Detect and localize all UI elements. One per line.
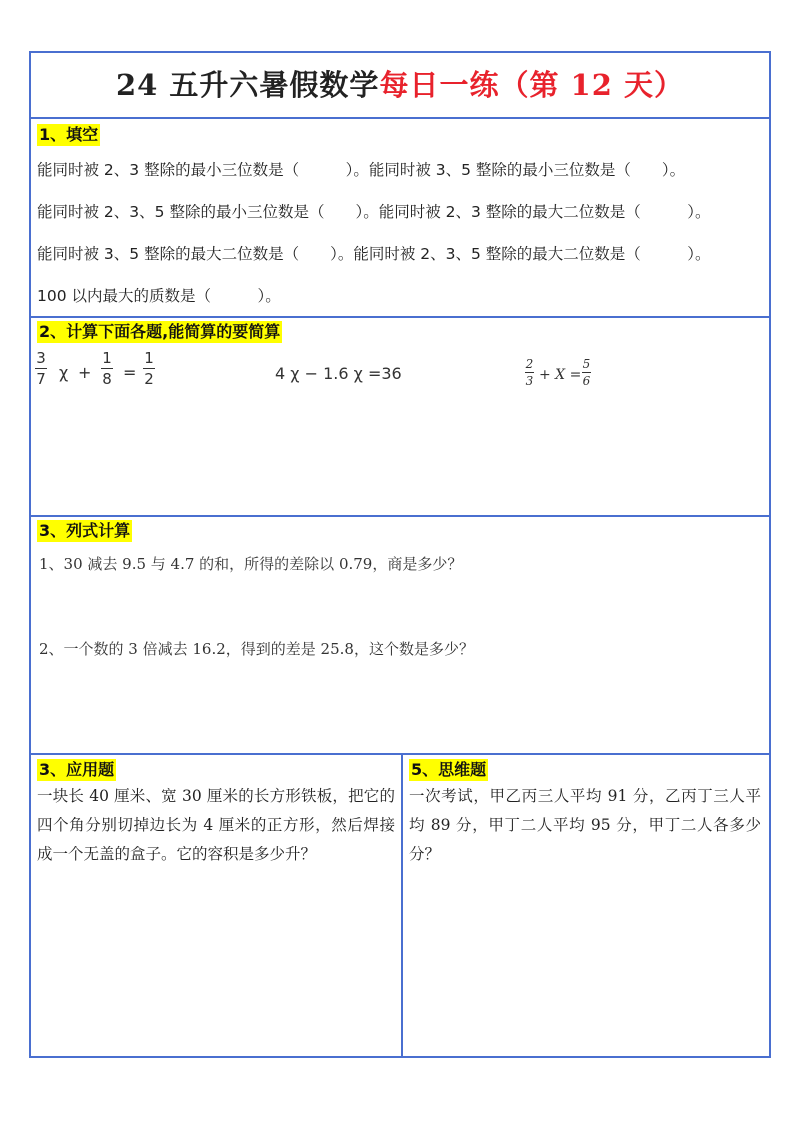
section2-heading: 2、计算下面各题,能简算的要简算	[39, 322, 281, 341]
fill-line-4: 100 以内最大的质数是（ ）。	[37, 287, 281, 305]
fraction-bar	[35, 368, 47, 369]
section3-heading: 3、列式计算	[39, 521, 131, 540]
divider-section2	[31, 515, 769, 517]
fill-line-2: 能同时被 2、3、5 整除的最小三位数是（ ）。能同时被 2、3 整除的最大二位数是（ ）。	[37, 203, 711, 221]
worksheet	[29, 51, 771, 1058]
numerator: 5	[582, 357, 591, 371]
divider-section1	[31, 316, 769, 318]
title-highlight: 每日一练（第 12 天）	[379, 68, 684, 102]
fill-line-3: 能同时被 3、5 整除的最大二位数是（ ）。能同时被 2、3、5 整除的最大二位数是（ ）。	[37, 245, 711, 263]
denominator: 7	[36, 370, 46, 388]
section4-heading: 3、应用题	[39, 760, 115, 779]
divider-title	[31, 117, 769, 119]
page-title	[31, 59, 769, 111]
denominator: 2	[144, 370, 154, 388]
fraction-1-2	[143, 349, 155, 388]
numerator: 1	[144, 349, 154, 367]
fraction-bar	[101, 368, 113, 369]
fraction-1-8	[101, 349, 113, 388]
fill-line-1: 能同时被 2、3 整除的最小三位数是（ ）。能同时被 3、5 整除的最小三位数是（ ）。	[37, 161, 686, 179]
question-1: 1、30 减去 9.5 与 4.7 的和，所得的差除以 0.79，商是多少？	[39, 555, 463, 573]
fraction-bar	[582, 372, 591, 373]
divider-section3	[31, 753, 769, 755]
equals-sign: =	[123, 363, 137, 382]
fraction-3-7	[35, 349, 47, 388]
fraction-2-3	[525, 357, 534, 388]
fraction-bar	[525, 372, 534, 373]
fraction-bar	[143, 368, 155, 369]
numerator: 2	[525, 357, 534, 371]
plus-x-equals: + X =	[539, 367, 582, 383]
section5-heading: 5、思维题	[411, 760, 487, 779]
question-2: 2、一个数的 3 倍减去 16.2，得到的差是 25.8，这个数是多少？	[39, 640, 474, 658]
denominator: 3	[525, 374, 534, 388]
denominator: 8	[102, 370, 112, 388]
equation-2: 4 χ − 1.6 χ =36	[275, 364, 402, 383]
fraction-5-6	[582, 357, 591, 388]
thinking-problem: 一次考试，甲乙丙三人平均 91 分，乙丙丁三人平均 89 分，甲丁二人平均 95 分，甲丁二人各多少分？	[409, 787, 761, 863]
variable-chi: χ	[59, 363, 69, 382]
section1-heading: 1、填空	[39, 125, 99, 144]
denominator: 6	[582, 374, 591, 388]
numerator: 3	[36, 349, 46, 367]
numerator: 1	[102, 349, 112, 367]
plus-sign: +	[78, 363, 92, 382]
application-problem: 一块长 40 厘米、宽 30 厘米的长方形铁板，把它的四个角分别切掉边长为 4 厘米的正方形，然后焊接成一个无盖的盒子。它的容积是多少升？	[37, 787, 395, 863]
divider-vertical	[401, 753, 403, 1056]
title-main: 24 五升六暑假数学	[115, 68, 380, 102]
